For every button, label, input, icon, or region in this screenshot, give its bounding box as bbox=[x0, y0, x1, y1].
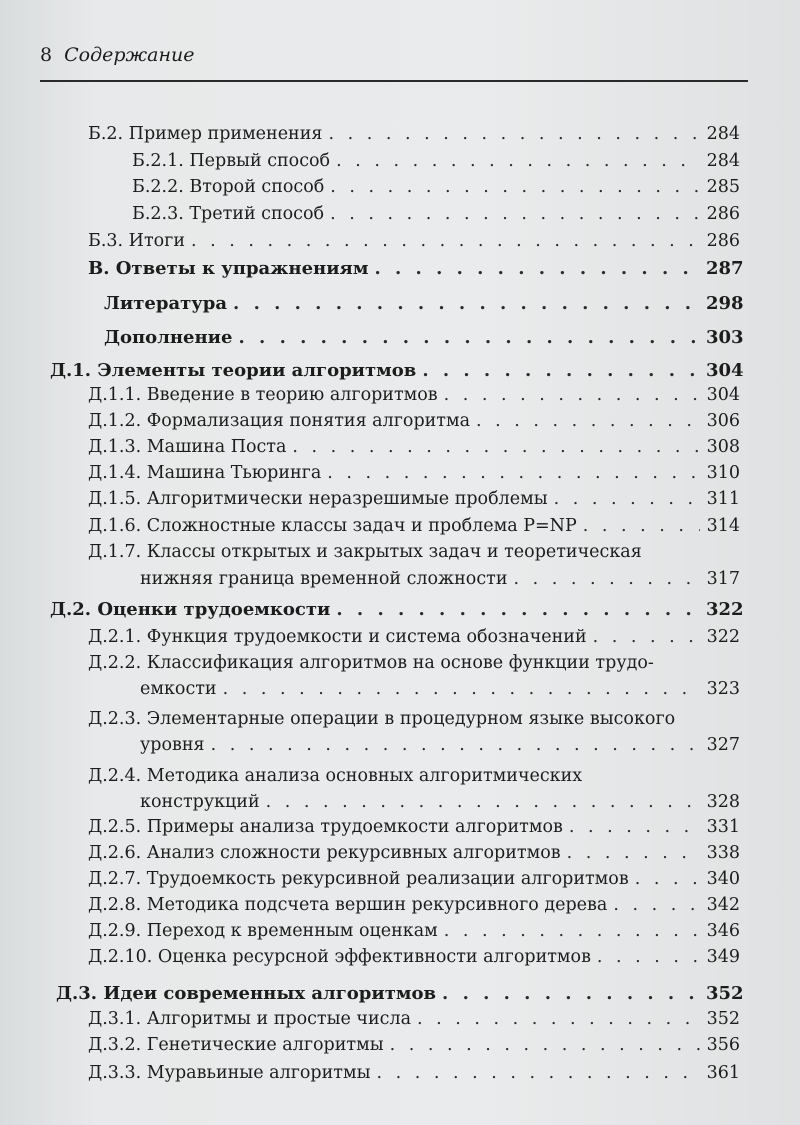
dot-leader bbox=[583, 515, 700, 537]
dot-leader bbox=[191, 230, 700, 252]
dot-leader bbox=[233, 293, 700, 315]
dot-leader bbox=[417, 1008, 700, 1030]
toc-entry-title: Дополнение bbox=[104, 327, 233, 348]
toc-page-number: 308 bbox=[706, 437, 740, 457]
dot-leader bbox=[554, 488, 700, 510]
dot-leader bbox=[569, 816, 700, 838]
header-title: Содержание bbox=[64, 44, 195, 66]
toc-entry-title: Д.2.1. Функция трудоемкости и система обозначений bbox=[88, 627, 587, 647]
toc-entry-title: Д.3. Идеи современных алгоритмов bbox=[56, 983, 437, 1004]
toc-entry-line: Д.1.7. Классы открытых и закрытых задач и теоретическая bbox=[88, 542, 642, 562]
toc-page-number: 284 bbox=[706, 124, 740, 144]
toc-entry-title: Б.2. Пример применения bbox=[88, 124, 323, 144]
dot-leader bbox=[374, 258, 700, 280]
toc-entry[interactable] bbox=[88, 515, 740, 537]
dot-leader bbox=[292, 436, 700, 458]
dot-leader bbox=[211, 734, 700, 756]
dot-leader bbox=[330, 203, 700, 225]
toc-page-number: 361 bbox=[706, 1063, 740, 1083]
toc-page-number: 338 bbox=[706, 843, 740, 863]
toc-entry-title: Д.1.6. Сложностные классы задач и проблема P=NP bbox=[88, 516, 577, 536]
dot-leader bbox=[330, 176, 700, 198]
toc-page-number: 303 bbox=[706, 327, 744, 348]
toc-entry[interactable] bbox=[88, 946, 740, 968]
toc-entry[interactable] bbox=[88, 410, 740, 432]
toc-page-number: 310 bbox=[706, 463, 740, 483]
toc-entry-title: Б.3. Итоги bbox=[88, 231, 185, 251]
dot-leader bbox=[442, 983, 700, 1005]
dot-leader bbox=[336, 599, 700, 621]
toc-entry-title: Д.1.4. Машина Тьюринга bbox=[88, 463, 322, 483]
toc-page-number: 285 bbox=[706, 177, 740, 197]
toc-entry-title: Д.2.7. Трудоемкость рекурсивной реализации алгоритмов bbox=[88, 869, 629, 889]
toc-entry-title: Д.2.5. Примеры анализа трудоемкости алгоритмов bbox=[88, 817, 563, 837]
toc-entry[interactable] bbox=[88, 384, 740, 406]
toc-entry-title: Д.3.1. Алгоритмы и простые числа bbox=[88, 1009, 412, 1029]
toc-page-number: 328 bbox=[706, 792, 740, 812]
header-rule bbox=[40, 80, 748, 82]
toc-entry[interactable] bbox=[140, 734, 740, 756]
toc-page-number: 287 bbox=[706, 258, 744, 279]
toc-page-number: 331 bbox=[706, 817, 740, 837]
toc-entry-line: Д.2.4. Методика анализа основных алгоритмических bbox=[88, 766, 583, 786]
toc-entry[interactable] bbox=[88, 1062, 740, 1084]
dot-leader bbox=[422, 360, 700, 382]
dot-leader bbox=[476, 410, 700, 432]
toc-page-number: 340 bbox=[706, 869, 740, 889]
toc-page-number: 314 bbox=[706, 516, 740, 536]
toc-entry-title: Д.3.3. Муравьиные алгоритмы bbox=[88, 1063, 371, 1083]
dot-leader bbox=[567, 842, 700, 864]
toc-entry[interactable] bbox=[56, 983, 744, 1005]
toc-entry[interactable] bbox=[88, 626, 740, 648]
toc-entry-line: Д.2.2. Классификация алгоритмов на основе функции трудо- bbox=[88, 653, 654, 673]
dot-leader bbox=[239, 327, 701, 349]
toc-entry-title: В. Ответы к упражнениям bbox=[88, 258, 369, 279]
toc-entry[interactable] bbox=[88, 894, 740, 916]
toc-entry-title: Д.1.2. Формализация понятия алгоритма bbox=[88, 411, 471, 431]
toc-entry-title: Б.2.1. Первый способ bbox=[132, 151, 331, 171]
toc-entry-title: Д.1.3. Машина Поста bbox=[88, 437, 287, 457]
toc-entry-title: Д.1.1. Введение в теорию алгоритмов bbox=[88, 385, 438, 405]
toc-entry-title: Литература bbox=[104, 293, 228, 314]
toc-entry-title: нижняя граница временной сложности bbox=[140, 569, 508, 589]
toc-entry[interactable] bbox=[88, 230, 740, 252]
toc-page-number: 352 bbox=[706, 983, 744, 1004]
toc-page-number: 304 bbox=[706, 360, 744, 381]
toc-entry[interactable] bbox=[104, 327, 744, 349]
toc-entry-title: Д.2.9. Переход к временным оценкам bbox=[88, 921, 438, 941]
toc-entry-title: Д.1. Элементы теории алгоритмов bbox=[50, 360, 417, 381]
dot-leader bbox=[266, 791, 700, 813]
toc-page-number: 317 bbox=[706, 569, 740, 589]
dot-leader bbox=[223, 678, 700, 700]
dot-leader bbox=[613, 894, 700, 916]
toc-page-number: 286 bbox=[706, 204, 740, 224]
toc-entry-title: емкости bbox=[140, 679, 217, 699]
toc-page-number: 323 bbox=[706, 679, 740, 699]
dot-leader bbox=[444, 920, 700, 942]
toc-page-number: 356 bbox=[706, 1035, 740, 1055]
dot-leader bbox=[593, 626, 700, 648]
toc-page-number: 322 bbox=[706, 599, 744, 620]
dot-leader bbox=[327, 462, 700, 484]
toc-entry[interactable] bbox=[132, 176, 740, 198]
toc-entry[interactable] bbox=[88, 436, 740, 458]
toc-entry[interactable] bbox=[140, 678, 740, 700]
toc-page-number: 342 bbox=[706, 895, 740, 915]
toc-entry[interactable] bbox=[88, 123, 740, 145]
toc-entry[interactable] bbox=[132, 150, 740, 172]
toc-entry[interactable] bbox=[88, 868, 740, 890]
toc-entry[interactable] bbox=[140, 791, 740, 813]
toc-entry-title: уровня bbox=[140, 735, 205, 755]
toc-entry-title: Д.2.10. Оценка ресурсной эффективности алгоритмов bbox=[88, 947, 591, 967]
toc-entry-title: Д.1.5. Алгоритмически неразрешимые проблемы bbox=[88, 489, 548, 509]
toc-page-number: 322 bbox=[706, 627, 740, 647]
dot-leader bbox=[377, 1062, 701, 1084]
toc-entry[interactable] bbox=[88, 1008, 740, 1030]
toc-entry-title: Д.2.6. Анализ сложности рекурсивных алгоритмов bbox=[88, 843, 561, 863]
dot-leader bbox=[635, 868, 700, 890]
toc-entry-title: конструкций bbox=[140, 792, 260, 812]
toc-entry[interactable] bbox=[88, 1034, 740, 1056]
toc-entry[interactable] bbox=[88, 816, 740, 838]
dot-leader bbox=[513, 568, 700, 590]
toc-entry[interactable] bbox=[50, 599, 744, 621]
dot-leader bbox=[444, 384, 700, 406]
toc-entry[interactable] bbox=[88, 488, 740, 510]
toc-page-number: 311 bbox=[706, 489, 740, 509]
toc-entry-title: Д.3.2. Генетические алгоритмы bbox=[88, 1035, 384, 1055]
toc-page-number: 304 bbox=[706, 385, 740, 405]
running-header bbox=[40, 44, 750, 66]
dot-leader bbox=[336, 150, 700, 172]
toc-entry[interactable] bbox=[88, 258, 744, 280]
dot-leader bbox=[328, 123, 700, 145]
dot-leader bbox=[597, 946, 700, 968]
header-page-number: 8 bbox=[40, 44, 53, 66]
toc-entry[interactable] bbox=[88, 920, 740, 942]
toc-entry[interactable] bbox=[132, 203, 740, 225]
toc-entry-title: Д.2.8. Методика подсчета вершин рекурсивного дерева bbox=[88, 895, 608, 915]
toc-page-number: 346 bbox=[706, 921, 740, 941]
toc-page-number: 298 bbox=[706, 293, 744, 314]
toc-entry-title: Б.2.3. Третий способ bbox=[132, 204, 325, 224]
toc-entry[interactable] bbox=[50, 360, 744, 382]
toc-page-number: 352 bbox=[706, 1009, 740, 1029]
toc-page-number: 286 bbox=[706, 231, 740, 251]
toc-page-number: 327 bbox=[706, 735, 740, 755]
toc-entry-title: Д.2. Оценки трудоемкости bbox=[50, 599, 331, 620]
toc-page-number: 306 bbox=[706, 411, 740, 431]
toc-entry[interactable] bbox=[88, 842, 740, 864]
toc-entry-line: Д.2.3. Элементарные операции в процедурном языке высокого bbox=[88, 709, 676, 729]
dot-leader bbox=[390, 1034, 700, 1056]
toc-page-number: 284 bbox=[706, 151, 740, 171]
toc-page-number: 349 bbox=[706, 947, 740, 967]
toc-entry[interactable] bbox=[104, 293, 744, 315]
toc-entry[interactable] bbox=[88, 462, 740, 484]
toc-entry[interactable] bbox=[140, 568, 740, 590]
toc-entry-title: Б.2.2. Второй способ bbox=[132, 177, 325, 197]
